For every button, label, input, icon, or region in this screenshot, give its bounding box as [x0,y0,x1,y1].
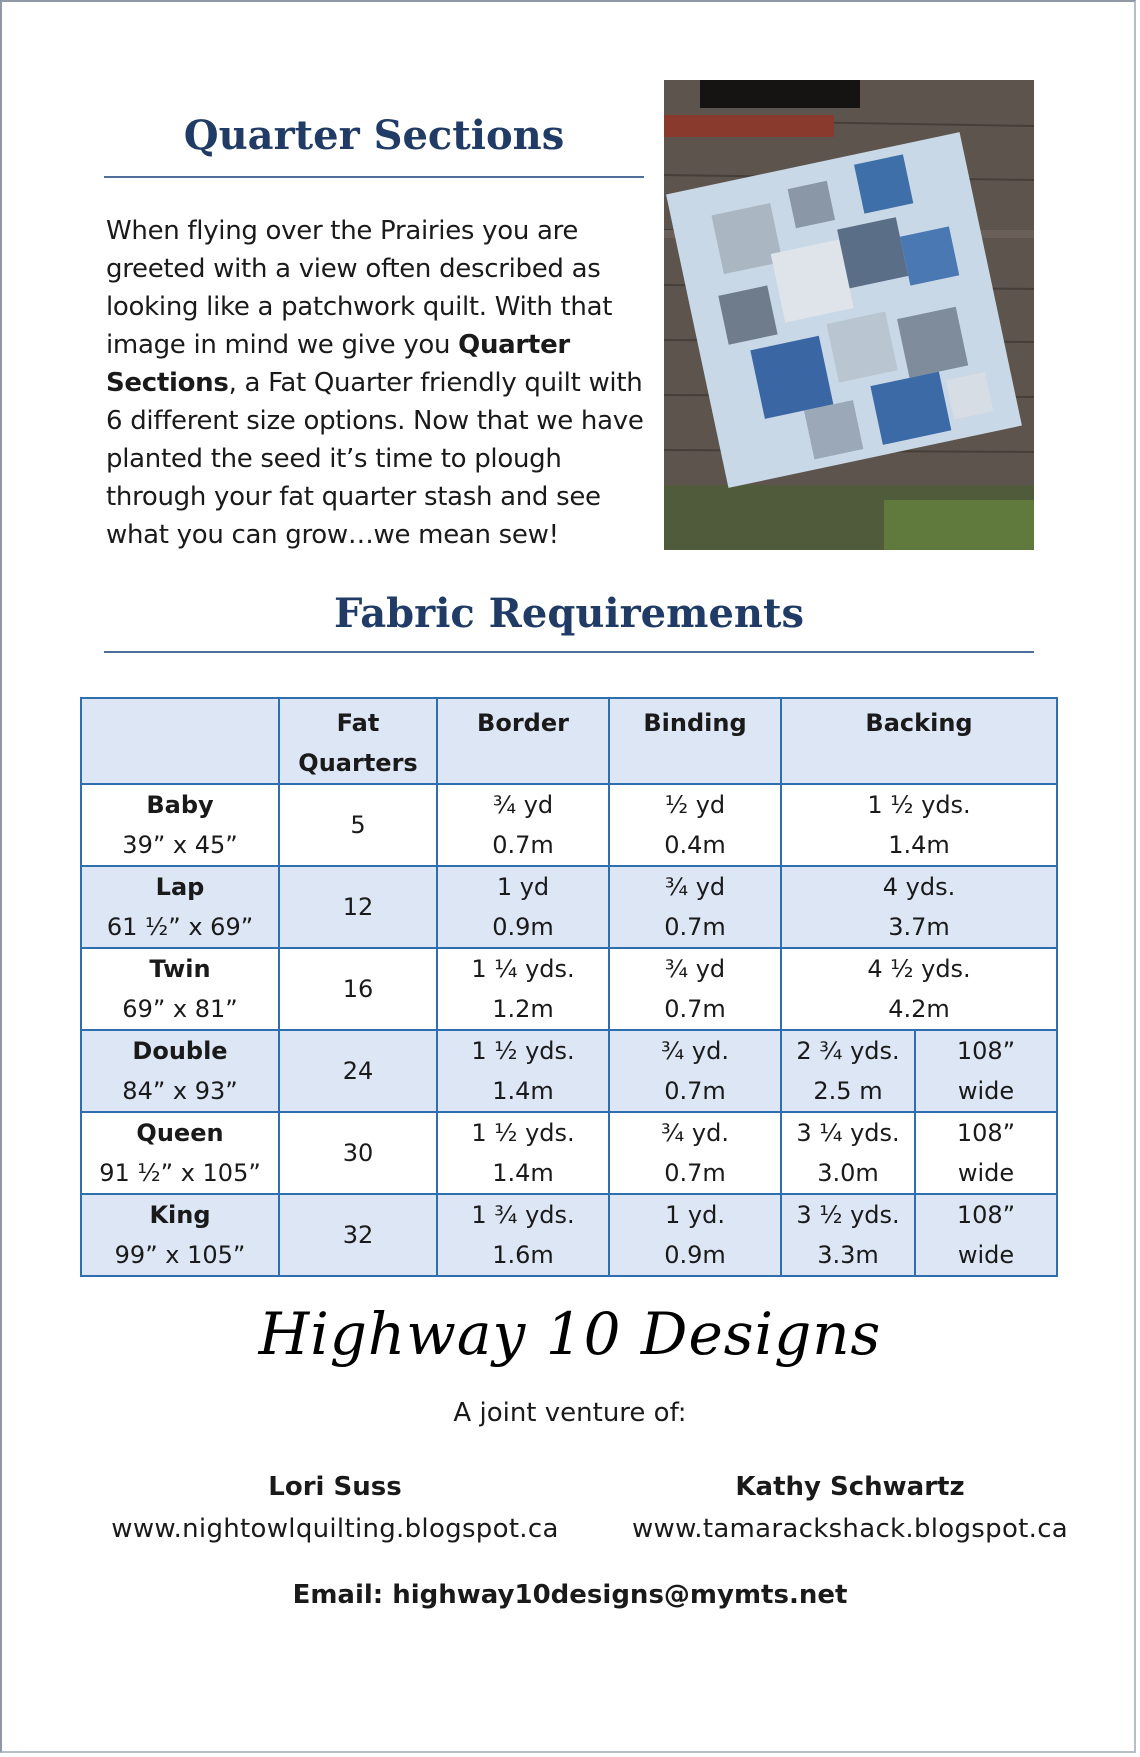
backing-cell [781,866,1057,948]
size-cell [81,866,279,948]
border-meters: 1.2m [492,995,554,1023]
binding-cell [609,784,781,866]
backing-cell [781,948,1057,1030]
table-row [81,1194,1057,1276]
border-cell [437,1112,609,1194]
blog-link[interactable]: www.nightowlquilting.blogspot.ca [111,1514,559,1544]
backing-wide-label: wide [957,1159,1015,1187]
border-yards: 1 ¾ yds. [471,1201,575,1229]
size-cell [81,1112,279,1194]
backing-width: 108” [956,1119,1016,1147]
binding-cell [609,866,781,948]
header-fat-quarters [279,698,437,784]
backing-wide-cell [915,1194,1057,1276]
binding-yards: ¾ yd. [661,1119,729,1147]
size-cell [81,1194,279,1276]
binding-cell [609,1030,781,1112]
binding-yards: ¾ yd [664,955,726,983]
section-title-fabric-requirements: Fabric Requirements [334,590,804,637]
fat-quarters-cell: 5 [279,784,437,866]
size-dimensions: 39” x 45” [122,831,238,859]
backing-cell [781,1030,915,1112]
intro-bold-name: Quarter Sections [106,330,570,398]
fat-quarters-cell: 12 [279,866,437,948]
backing-cell [781,1194,915,1276]
binding-yards: 1 yd. [665,1201,725,1229]
size-name: Twin [149,955,211,983]
border-cell [437,1194,609,1276]
table-row [81,948,1057,1030]
header-fat-quarters-line2: Quarters [298,749,418,777]
backing-yards: 4 yds. [882,873,956,901]
intro-paragraph [106,212,646,554]
title-divider [104,651,1034,653]
quilt-on-barn-image [664,80,1034,550]
header-fat-quarters-line1: Fat [336,709,380,737]
border-meters: 0.7m [492,831,554,859]
fabric-requirements-table [80,697,1058,1277]
header-backing: Backing [781,698,1057,784]
binding-meters: 0.7m [664,1077,726,1105]
backing-meters: 3.7m [888,913,950,941]
border-cell [437,784,609,866]
contact-name: Kathy Schwartz [735,1472,965,1502]
backing-width: 108” [956,1037,1016,1065]
size-dimensions: 99” x 105” [114,1241,246,1269]
size-dimensions: 84” x 93” [122,1077,238,1105]
border-meters: 0.9m [492,913,554,941]
binding-yards: ¾ yd [664,873,726,901]
size-name: Lap [155,873,205,901]
backing-cell [781,784,1057,866]
contact-name: Lori Suss [268,1472,402,1502]
fat-quarters-cell: 32 [279,1194,437,1276]
joint-venture-label: A joint venture of: [453,1398,687,1428]
table-row [81,1112,1057,1194]
binding-cell [609,948,781,1030]
backing-yards: 3 ¼ yds. [796,1119,900,1147]
border-yards: 1 ¼ yds. [471,955,575,983]
border-cell [437,948,609,1030]
header-binding: Binding [609,698,781,784]
backing-yards: 3 ½ yds. [796,1201,900,1229]
backing-wide-label: wide [957,1241,1015,1269]
binding-meters: 0.7m [664,913,726,941]
size-name: Queen [136,1119,224,1147]
binding-cell [609,1112,781,1194]
size-dimensions: 61 ½” x 69” [106,913,254,941]
table-row [81,866,1057,948]
border-yards: 1 yd [496,873,550,901]
fat-quarters-cell: 30 [279,1112,437,1194]
border-meters: 1.4m [492,1159,554,1187]
intro-text-before: When flying over the Prairies you are greeted with a view often described as looking like a patchwork quilt. With that image in mind we give you [106,216,613,360]
table-header-row [81,698,1057,784]
contact-kathy [620,1466,1080,1550]
backing-yards: 4 ½ yds. [867,955,971,983]
backing-meters: 3.3m [817,1241,879,1269]
contact-lori [90,1466,580,1550]
binding-cell [609,1194,781,1276]
backing-meters: 4.2m [888,995,950,1023]
backing-yards: 1 ½ yds. [867,791,971,819]
size-dimensions: 91 ½” x 105” [99,1159,261,1187]
binding-meters: 0.7m [664,995,726,1023]
table-row [81,784,1057,866]
backing-width: 108” [956,1201,1016,1229]
binding-meters: 0.9m [664,1241,726,1269]
header-border: Border [437,698,609,784]
size-cell [81,1030,279,1112]
backing-wide-cell [915,1112,1057,1194]
fat-quarters-cell: 24 [279,1030,437,1112]
title-divider [104,176,644,178]
backing-wide-label: wide [957,1077,1015,1105]
backing-meters: 1.4m [888,831,950,859]
size-cell [81,948,279,1030]
binding-yards: ½ yd [664,791,726,819]
size-name: Baby [146,791,214,819]
fat-quarters-cell: 16 [279,948,437,1030]
binding-meters: 0.7m [664,1159,726,1187]
size-dimensions: 69” x 81” [122,995,238,1023]
intro-text-after: , a Fat Quarter friendly quilt with 6 different size options. Now that we have planted the seed it’s time to plough through your fat quarter stash and see what you can grow…we mean sew! [106,368,644,550]
section-title-quarter-sections: Quarter Sections [183,112,565,159]
quilt-photo [664,80,1034,550]
border-cell [437,866,609,948]
binding-meters: 0.4m [664,831,726,859]
border-yards: 1 ½ yds. [471,1037,575,1065]
border-cell [437,1030,609,1112]
border-meters: 1.6m [492,1241,554,1269]
email-contact[interactable]: Email: highway10designs@mymts.net [292,1580,848,1610]
backing-yards: 2 ¾ yds. [796,1037,900,1065]
border-meters: 1.4m [492,1077,554,1105]
blog-link[interactable]: www.tamarackshack.blogspot.ca [631,1514,1069,1544]
size-cell [81,784,279,866]
size-name: King [149,1201,211,1229]
backing-meters: 3.0m [817,1159,879,1187]
brand-logo-text: Highway 10 Designs [258,1300,882,1368]
binding-yards: ¾ yd. [661,1037,729,1065]
border-yards: ¾ yd [492,791,554,819]
header-size [81,698,279,784]
border-yards: 1 ½ yds. [471,1119,575,1147]
backing-cell [781,1112,915,1194]
table-row [81,1030,1057,1112]
size-name: Double [132,1037,228,1065]
backing-meters: 2.5 m [813,1077,883,1105]
backing-wide-cell [915,1030,1057,1112]
